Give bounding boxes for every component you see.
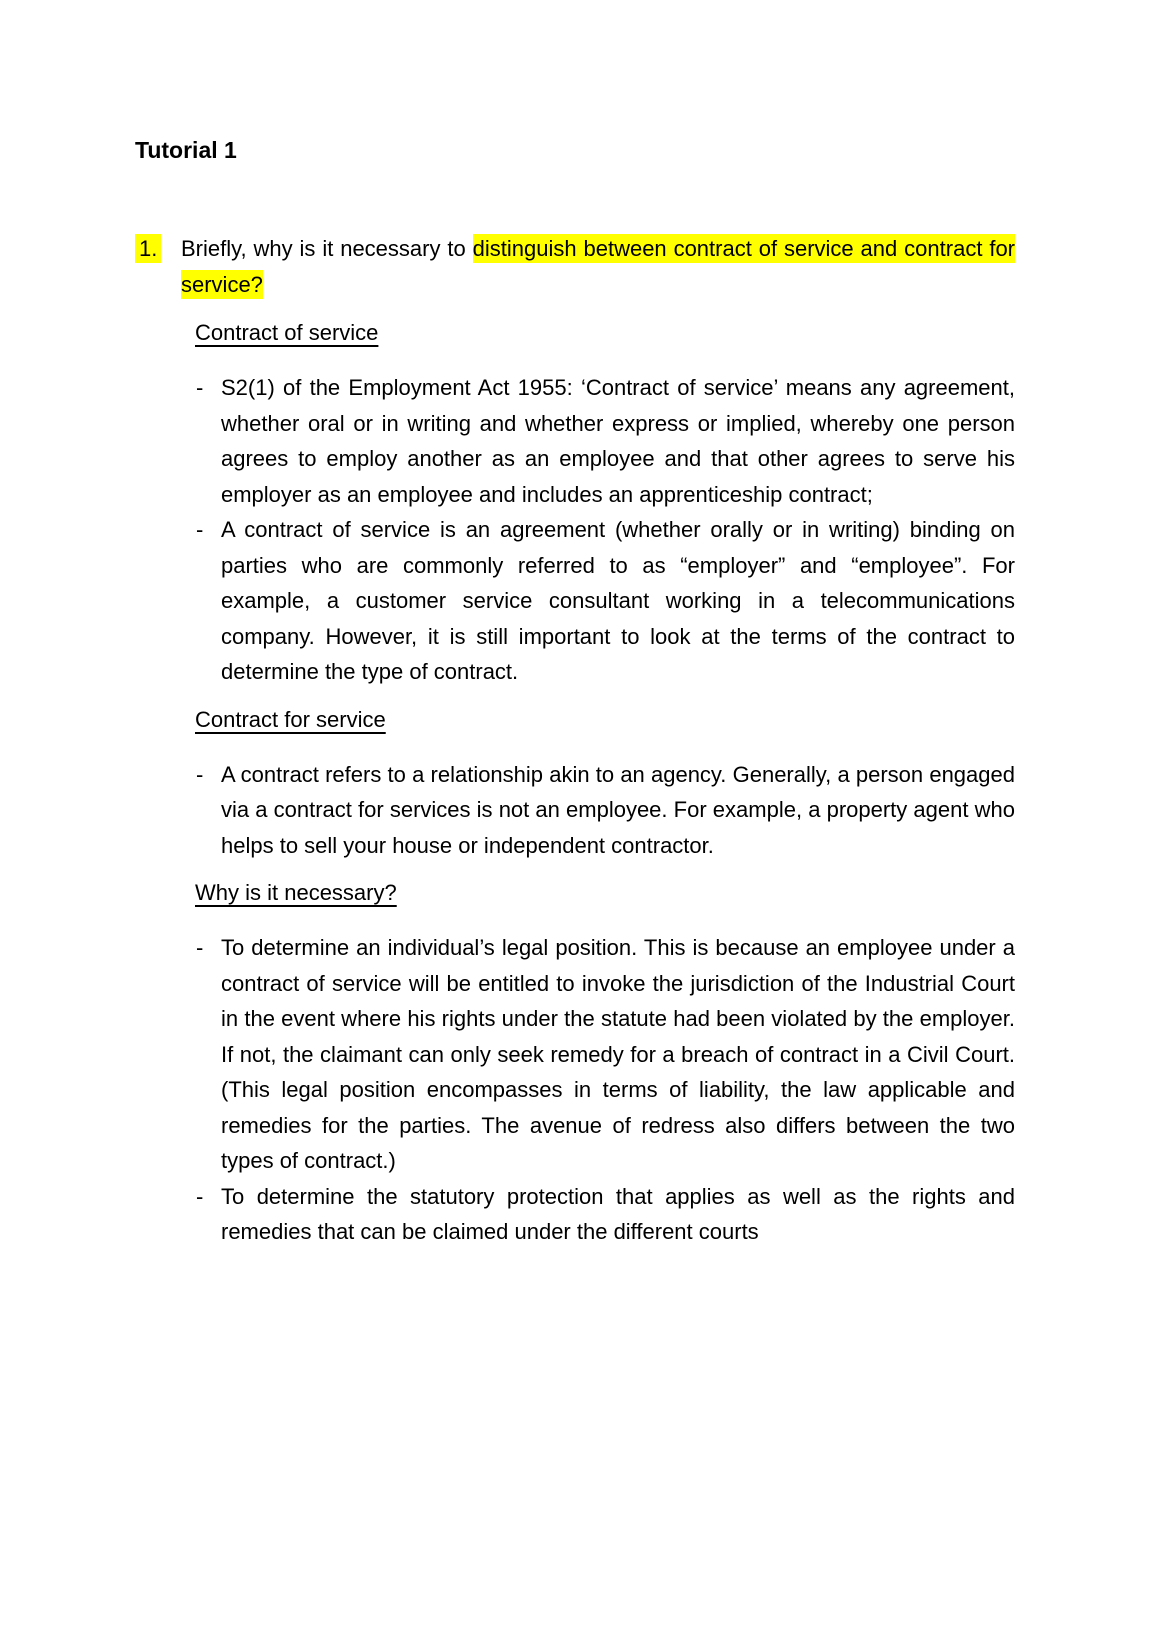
question-number [135, 231, 181, 303]
section-heading: Contract of service [195, 320, 379, 345]
bullet-dash: - [196, 761, 204, 787]
bullet-text: A contract of service is an agreement (whether orally or in writing) binding on parties who are commonly referred to as “employer” and “employee”. For example, a customer service consultant working in a telecommunications company. However, it is still important to look at the terms of the contract to determine the type of contract. [221, 517, 1015, 684]
question-text [181, 231, 1015, 303]
section-heading: Why is it necessary? [195, 880, 397, 905]
bullet-dash: - [196, 1183, 204, 1209]
list-item [135, 1179, 1015, 1250]
bullet-list [135, 757, 1015, 864]
section-why-necessary [135, 879, 1015, 1250]
bullet-text: To determine the statutory protection that applies as well as the rights and remedies that can be claimed under the different courts [221, 1183, 1015, 1244]
section-heading: Contract for service [195, 706, 386, 732]
section-contract-of-service [135, 319, 1015, 690]
bullet-list [135, 930, 1015, 1250]
question-item [135, 231, 1015, 303]
bullet-dash: - [196, 935, 204, 960]
bullet-text: To determine an individual’s legal position. This is because an employee under a contract of service will be entitled to invoke the jurisdiction of the Industrial Court in the event where his rights under the statute had been violated by the employer. If not, the claimant can only seek remedy for a breach of contract in a Civil Court. (This legal position encompasses in terms of liability, the law applicable and remedies for the parties. The avenue of redress also differs between the two types of contract.) [221, 935, 1015, 1173]
bullet-dash: - [196, 517, 204, 542]
document-title: Tutorial 1 [135, 137, 237, 163]
list-item [135, 757, 1015, 864]
question-prefix: Briefly, why is it necessary to [181, 236, 473, 261]
section-contract-for-service [135, 706, 1015, 864]
question-number-highlight: 1. [135, 234, 161, 263]
list-item [135, 370, 1015, 512]
question-highlighted-text: distinguish between contract of service and contract for service? [181, 236, 1016, 297]
bullet-dash: - [196, 375, 204, 400]
bullet-text: S2(1) of the Employment Act 1955: ‘Contract of service’ means any agreement, whether oral or in writing and whether express or implied, whereby one person agrees to employ another as an employee and that other agrees to serve his employer as an employee and includes an apprenticeship contract; [221, 375, 1015, 507]
bullet-text: A contract refers to a relationship akin to an agency. Generally, a person engaged via a contract for services is not an employee. For example, a property agent who helps to sell your house or independent contractor. [221, 761, 1015, 858]
list-item [135, 512, 1015, 690]
list-item [135, 930, 1015, 1179]
bullet-list [135, 370, 1015, 690]
